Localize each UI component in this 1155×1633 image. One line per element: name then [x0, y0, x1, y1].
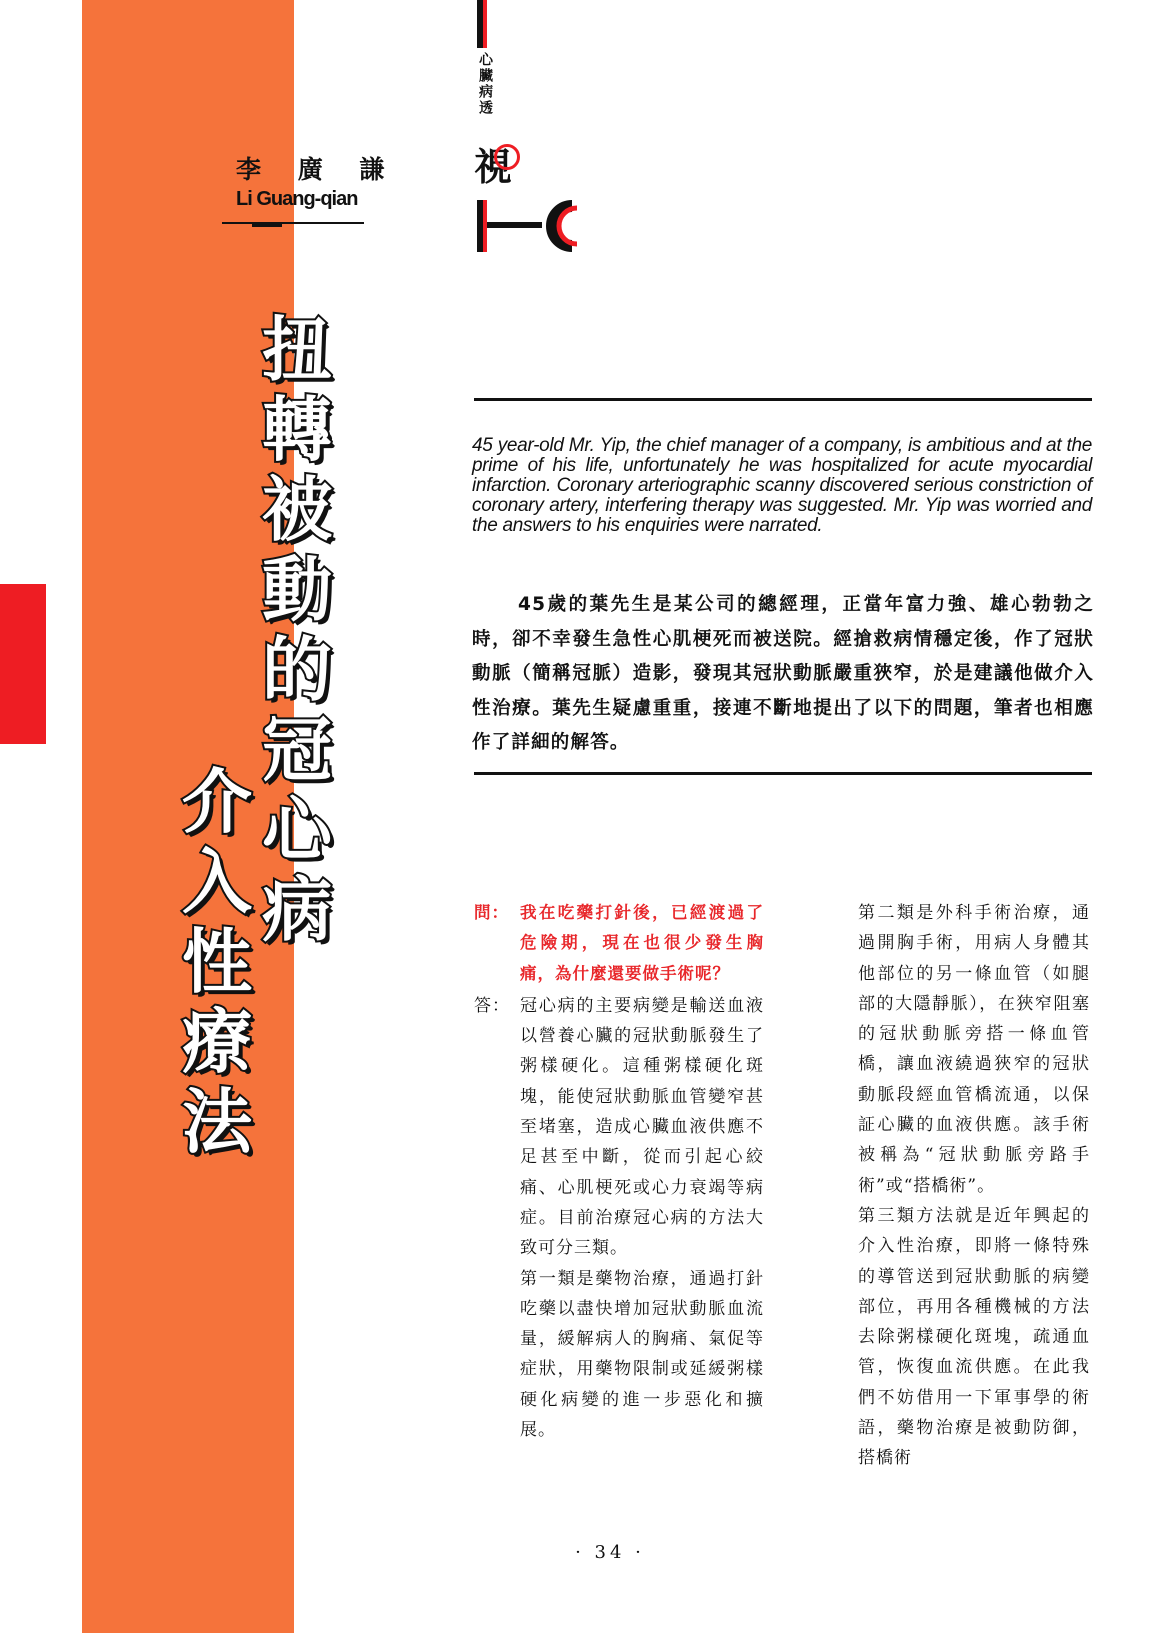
column-label-big: 視 [474, 144, 513, 189]
page-number: · 34 · [575, 1542, 645, 1563]
title-char: 動 [262, 549, 332, 631]
title-char: 病 [262, 869, 332, 951]
abstract-english: 45 year-old Mr. Yip, the chief manager of a company, is ambitious and at the prime of his life, unfortunately he was hospitalized for acute myocardial infarction. Coronary arteriographic scanny discovered serious constriction of coronary artery, interfering therapy was suggested. Mr. Yip was worried and the answers to his enquiries were narrated. [472, 435, 1092, 536]
author-name-chinese: 李 廣 謙 [236, 155, 399, 184]
abstract-bottom-rule [474, 772, 1092, 775]
answer-paragraph-2: 第一類是藥物治療，通過打針吃藥以盡快增加冠狀動脈血流量，緩解病人的胸痛、氣促等症狀，用藥物限制或延緩粥樣硬化病變的進一步惡化和擴展。 [520, 1268, 764, 1441]
title-char: 心 [262, 789, 332, 871]
answer-text: 冠心病的主要病變是輸送血液以營養心臟的冠狀動脈發生了粥樣硬化。這種粥樣硬化斑塊，能使冠狀動脈血管變窄甚至堵塞，造成心臟血液供應不足甚至中斷，從而引起心絞痛、心肌梗死或心力衰竭等病症。目前治療冠心病的方法大致可分三類。 [520, 995, 764, 1259]
title-char: 的 [262, 629, 332, 711]
abstract-chinese: 45歲的葉先生是某公司的總經理，正當年富力強、雄心勃勃之時，卻不幸發生急性心肌梗死而被送院。經搶救病情穩定後，作了冠狀動脈（簡稱冠脈）造影，發現其冠狀動脈嚴重狹窄，於是建議他做介入性治療。葉先生疑慮重重，接連不斷地提出了以下的問題，筆者也相應作了詳細的解答。 [472, 594, 1094, 753]
title-char: 性 [182, 921, 252, 1003]
red-edge-tab [0, 584, 46, 744]
question-text: 我在吃藥打針後，已經渡過了危險期，現在也很少發生胸痛，為什麼還要做手術呢？ [520, 903, 764, 983]
title-char: 被 [262, 469, 332, 551]
right-paragraph-1: 第二類是外科手術治療，通過開胸手術，用病人身體其他部位的另一條血管（如腿部的大隱靜脈），在狹窄阻塞的冠狀動脈旁搭一條血管橋，讓血液繞過狹窄的冠狀動脈段經血管橋流通，以保証心臟的血液供應。該手術被稱為“冠狀動脈旁路手術”或“搭橋術”。 [858, 903, 1090, 1196]
question-label: 問： [474, 903, 509, 922]
body-column-right [858, 898, 1090, 1474]
title-char: 法 [182, 1081, 252, 1163]
main-title-line-2 [176, 762, 258, 1162]
right-paragraph-2: 第三類方法就是近年興起的介入性治療，即將一條特殊的導管送到冠狀動脈的病變部位，再用各種機械的方法去除粥樣硬化斑塊，疏通血管，恢復血流供應。在此我們不妨借用一下軍事學的術語，藥物治療是被動防御，搭橋術 [858, 1205, 1090, 1469]
title-char: 轉 [262, 389, 332, 471]
title-char: 療 [182, 1001, 252, 1083]
column-logo-bar-accent [483, 0, 487, 48]
title-char: 扭 [262, 309, 332, 391]
answer-label: 答： [474, 995, 510, 1016]
answer-block [474, 991, 764, 1264]
author-underline [222, 222, 364, 224]
author-underline-notch [252, 222, 282, 227]
question-block [474, 898, 764, 989]
author-name-english: Li Guang-qian [236, 188, 358, 210]
title-char: 介 [182, 761, 252, 843]
column-label-red-ring [494, 144, 520, 170]
main-title-line-1 [256, 310, 338, 950]
body-column-left [474, 898, 764, 1445]
hc-logo-icon [477, 200, 602, 252]
title-char: 冠 [262, 709, 332, 791]
column-label-vertical: 心臟病透 [477, 52, 493, 116]
title-char: 入 [182, 841, 252, 923]
abstract-top-rule [474, 398, 1092, 401]
